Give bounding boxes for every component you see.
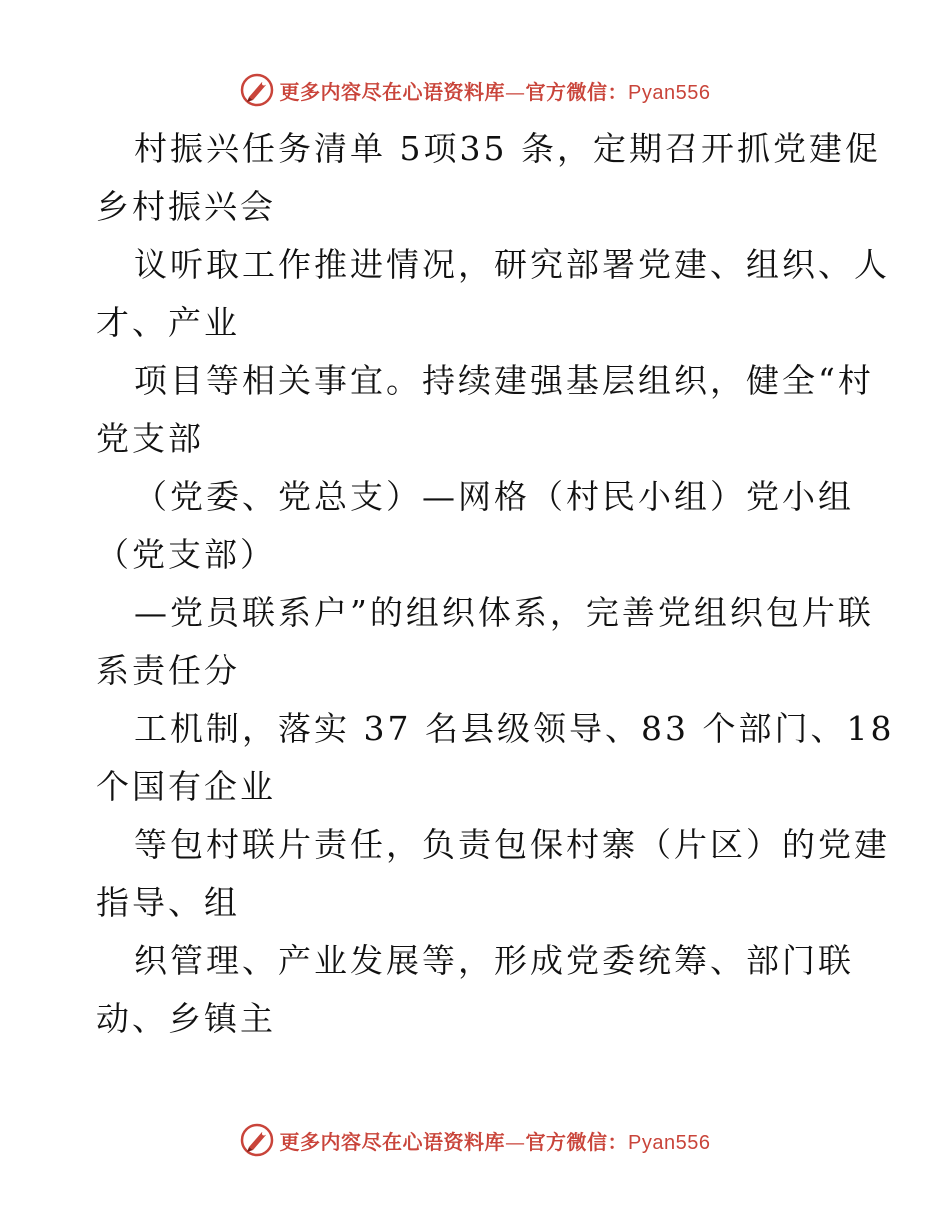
text-line: 议听取工作推进情况，研究部署党建、组织、人 [134,245,890,284]
text-line: （党支部） [96,535,276,574]
text-line: —党员联系户”的组织体系，完善党组织包片联 [134,593,874,632]
header-wechat-id: Pyan556 [628,81,711,104]
header-wechat-label: 官方微信： [525,79,629,104]
header-watermark [0,68,950,112]
text-line: 党支部 [96,419,204,458]
pen-circle-logo-icon [240,73,274,107]
text-line: 工机制，落实 37 名县级领导、83 个部门、18 [134,709,895,748]
header-banner-text [280,76,711,105]
text-line: 系责任分 [96,651,240,690]
footer-wechat-id: Pyan556 [628,1131,711,1154]
text-line: 项目等相关事宜。持续建强基层组织，健全“村 [134,361,874,400]
text-line: 织管理、产业发展等，形成党委统筹、部门联 [134,941,854,980]
text-line: 村振兴任务清单 5项35 条，定期召开抓党建促 [134,129,881,168]
text-line: 乡村振兴会 [96,187,276,226]
footer-watermark [0,1118,950,1162]
footer-dash: — [505,1129,526,1154]
footer-banner-text [280,1126,711,1155]
text-line: 等包村联片责任，负责包保村寨（片区）的党建 [134,825,890,864]
document-body [96,120,895,1048]
header-brand-text: 更多内容尽在心语资料库 [279,79,506,104]
text-line: 动、乡镇主 [96,999,276,1038]
text-line: 才、产业 [96,303,240,342]
footer-wechat-label: 官方微信： [525,1129,629,1154]
text-line: 个国有企业 [96,767,276,806]
text-line: 指导、组 [96,883,240,922]
footer-brand-text: 更多内容尽在心语资料库 [279,1129,506,1154]
header-dash: — [505,79,526,104]
text-line: （党委、党总支）—网格（村民小组）党小组 [134,477,854,516]
pen-circle-logo-icon [240,1123,274,1157]
